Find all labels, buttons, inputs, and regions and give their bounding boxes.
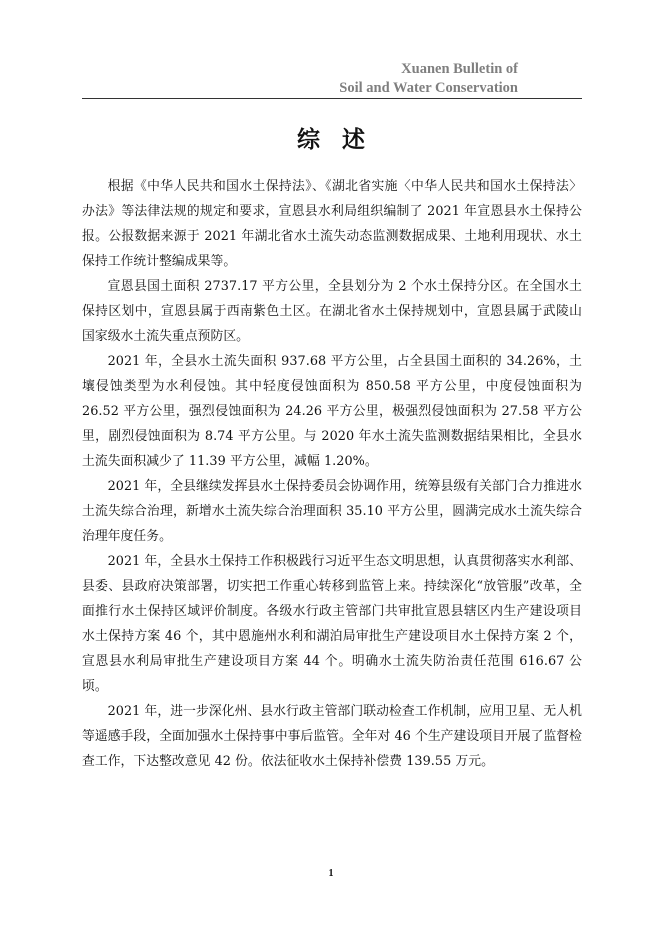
paragraph-1: 根据《中华人民共和国水土保持法》、《湖北省实施〈中华人民共和国水土保持法〉办法》等法律法规的规定和要求，宣恩县水利局组织编制了 2021 年宣恩县水土保持公报。公报数据来源于 2021 年湖北省水土流失动态监测数据成果、土地利用现状、水土保持工作统计整编成果等。 [82, 179, 582, 269]
body-text [82, 174, 582, 774]
paragraph-3: 2021 年，全县水土流失面积 937.68 平方公里，占全县国土面积的 34.26%，土壤侵蚀类型为水利侵蚀。其中轻度侵蚀面积为 850.58 平方公里，中度侵蚀面积为 26.52 平方公里，强烈侵蚀面积为 24.26 平方公里，极强烈侵蚀面积为 27.58 平方公里，剧烈侵蚀面积为 8.74 平方公里。与 2020 年水土流失监测数据结果相比，全县水土流失面积减少了 11.39 平方公里，减幅 1.20%。 [82, 354, 582, 469]
paragraph-5: 2021 年，全县水土保持工作积极践行习近平生态文明思想，认真贯彻落实水利部、县委、县政府决策部署，切实把工作重心转移到监管上来。持续深化“放管服”改革，全面推行水土保持区域评价制度。各级水行政主管部门共审批宣恩县辖区内生产建设项目水土保持方案 46 个，其中恩施州水利和湖泊局审批生产建设项目水土保持方案 2 个，宣恩县水利局审批生产建设项目方案 44 个。明确水土流失防治责任范围 616.67 公顷。 [82, 554, 582, 694]
page-title: 综述 [297, 127, 387, 153]
paragraph-6: 2021 年，进一步深化州、县水行政主管部门联动检查工作机制，应用卫星、无人机等遥感手段，全面加强水土保持事中事后监管。全年对 46 个生产建设项目开展了监督检查工作，下达整改意见 42 份。依法征收水土保持补偿费 139.55 万元。 [82, 704, 582, 769]
page-number: 1 [328, 868, 334, 879]
header-divider [82, 98, 582, 99]
header-line-1: Xuanen Bulletin of [401, 61, 518, 77]
header-line-2: Soil and Water Conservation [339, 80, 518, 96]
paragraph-4: 2021 年，全县继续发挥县水土保持委员会协调作用，统筹县级有关部门合力推进水土流失综合治理，新增水土流失综合治理面积 35.10 平方公里，圆满完成水土流失综合治理年度任务。 [82, 479, 582, 544]
paragraph-2: 宣恩县国土面积 2737.17 平方公里，全县划分为 2 个水土保持分区。在全国水土保持区划中，宣恩县属于西南紫色土区。在湖北省水土保持规划中，宣恩县属于武陵山国家级水土流失重点预防区。 [82, 279, 582, 344]
running-header [339, 60, 518, 98]
